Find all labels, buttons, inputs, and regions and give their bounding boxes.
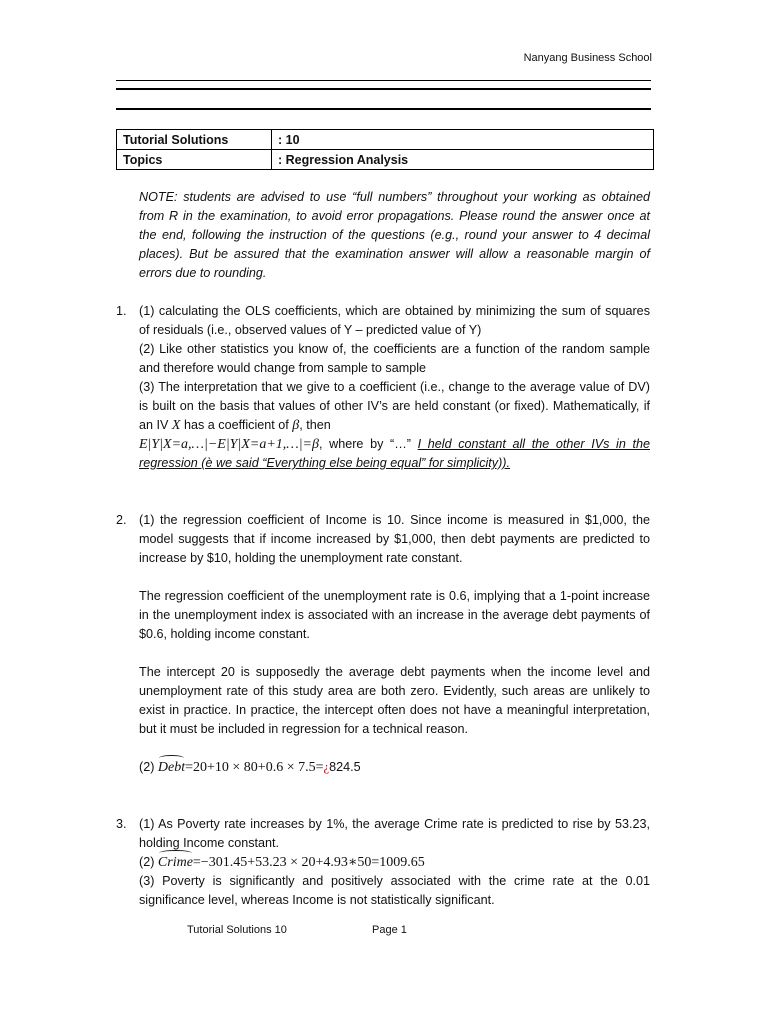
note-paragraph: NOTE: students are advised to use “full numbers” throughout your working as obtained from R in the examination, to avoid error propagations. Please round the answer once at the end, following the instruction of the questions (e.g., round your answer to 4 decimal places). But be assured that the examination answer will allow a reasonable margin of errors due to rounding. <box>139 190 650 280</box>
info-value: : Regression Analysis <box>272 150 654 170</box>
q1-part-3 <box>139 378 650 435</box>
q3-part-3: (3) Poverty is significantly and positively associated with the crime rate at the 0.01 significance level, whereas Income is not statistically significant. <box>139 874 650 907</box>
q1-then: , then <box>299 418 331 432</box>
q1-formula: E|Y|X=a,…|−E|Y|X=a+1,…|=β <box>139 437 319 452</box>
q2-part-1: (1) the regression coefficient of Income is 10. Since income is measured in $1,000, the model suggests that if income increased by $1,000, then debt payments are predicted to increase by $10, holding the unemployment rate constant. <box>139 513 650 565</box>
header-rule-bottom <box>116 108 651 110</box>
info-label: Topics <box>117 150 272 170</box>
info-table <box>116 129 654 170</box>
q3-crime-hat: Crime <box>157 855 193 870</box>
info-row <box>117 130 654 150</box>
question-number: 2. <box>116 513 127 527</box>
q1-where: , where by “…” <box>318 437 411 451</box>
q3-equation: =−301.45+53.23 × 20+4.93∗50=1009.65 <box>192 855 425 870</box>
q1-underlined-note: I held constant all the other IVs in the regression (è we said “Everything else being equal” for simplicity)). <box>139 437 650 470</box>
info-row <box>117 150 654 170</box>
q2-equation: =20+10 × 80+0.6 × 7.5= <box>185 760 324 775</box>
question-3 <box>139 815 650 910</box>
q2-debt-hat: Debt <box>157 760 186 775</box>
info-label: Tutorial Solutions <box>117 130 272 150</box>
q1-part-2: (2) Like other statistics you know of, the coefficients are a function of the random sample and therefore would change from sample to sample <box>139 342 650 375</box>
q1-beta: β <box>292 418 300 433</box>
question-2 <box>139 511 650 777</box>
q3-part-1: (1) As Poverty rate increases by 1%, the average Crime rate is predicted to rise by 53.23, holding Income constant. <box>139 817 650 850</box>
q1-part-3-text: (3) The interpretation that we give to a coefficient (i.e., change to the average value of DV) is built on the basis that values of other IV’s are held constant (or fixed). Mathematically, if an IV <box>139 380 650 432</box>
question-number: 3. <box>116 817 127 831</box>
header-rule-thin <box>116 80 651 81</box>
q2-part-2: The regression coefficient of the unemployment rate is 0.6, implying that a 1-point increase in the unemployment index is associated with an increase in the average debt payments of $0.6, holding income constant. <box>139 589 650 641</box>
header-rule-thick <box>116 88 651 90</box>
q2-question-mark: ¿ <box>323 760 330 774</box>
q1-part-1: (1) calculating the OLS coefficients, which are obtained by minimizing the sum of squares of residuals (i.e., observed values of Y – predicted value of Y) <box>139 304 650 337</box>
q2-result: 824.5 <box>329 760 361 774</box>
q3-part-2 <box>139 853 650 872</box>
q1-formula-line <box>139 435 650 473</box>
footer-title: Tutorial Solutions 10 <box>187 924 287 936</box>
info-value: : 10 <box>272 130 654 150</box>
q2-part-3: The intercept 20 is supposedly the average debt payments when the income level and unemployment rate of this study area are both zero. Evidently, such areas are unlikely to exist in practice. In practice, the intercept often does not have a meaningful interpretation, but it must be included in regression for a technical reason. <box>139 665 650 736</box>
header-school: Nanyang Business School <box>523 52 652 64</box>
question-1 <box>139 302 650 473</box>
q2-part-4 <box>139 758 650 777</box>
question-number: 1. <box>116 304 127 318</box>
q1-coef-text: has a coefficient of <box>183 418 289 432</box>
q2-part-4-label: (2) <box>139 760 155 774</box>
footer-page-number: Page 1 <box>372 924 407 936</box>
q3-part-2-label: (2) <box>139 855 155 869</box>
q1-var-x: X <box>171 418 181 433</box>
